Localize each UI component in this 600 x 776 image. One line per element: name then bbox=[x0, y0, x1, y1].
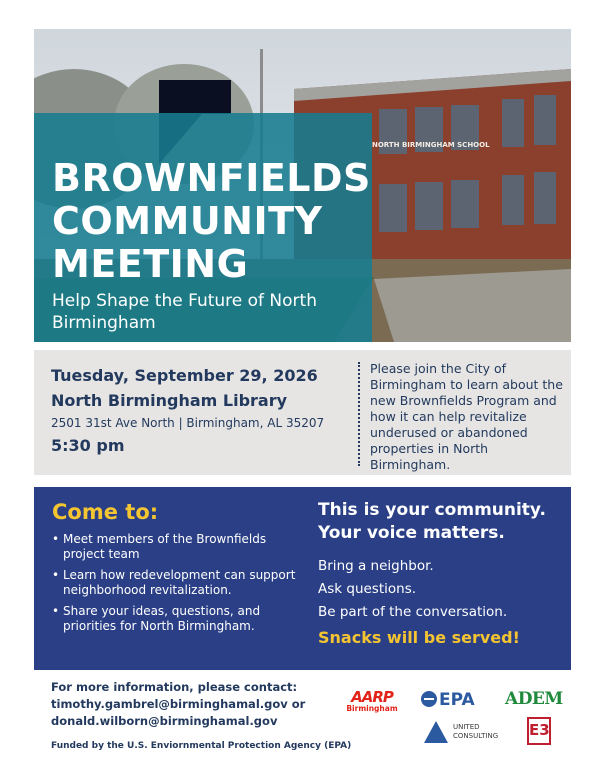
contact-heading: For more information, please contact: bbox=[51, 680, 298, 694]
uc-line: UNITED bbox=[453, 723, 480, 731]
dotted-divider bbox=[358, 362, 360, 466]
hero-banner bbox=[34, 29, 571, 342]
contact-email-link[interactable]: timothy.gambrel@birminghamal.gov or bbox=[51, 697, 306, 711]
list-item: • Learn how redevelopment can support neighborhood revitalization. bbox=[52, 568, 310, 598]
event-venue: North Birmingham Library bbox=[51, 391, 288, 410]
united-consulting-logo bbox=[424, 721, 498, 743]
come-to-heading: Come to: bbox=[52, 500, 159, 524]
event-address: 2501 31st Ave North | Birmingham, AL 35207 bbox=[51, 416, 325, 430]
aarp-sub: Birmingham bbox=[346, 704, 398, 713]
title-line: MEETING bbox=[52, 242, 249, 286]
meeting-subtitle: Help Shape the Future of North Birmingham bbox=[52, 291, 317, 333]
event-description: Please join the City of Birmingham to learn about the new Brownfields Program and how it can help revitalize underused or abandoned properties in North Birmingham. bbox=[370, 361, 563, 472]
community-line: Your voice matters. bbox=[318, 523, 505, 543]
snacks-note: Snacks will be served! bbox=[318, 628, 520, 647]
list-item: • Meet members of the Brownfields project team bbox=[52, 532, 310, 562]
school-sign-text: NORTH BIRMINGHAM SCHOOL bbox=[372, 141, 490, 149]
title-line: BROWNFIELDS bbox=[52, 156, 371, 200]
community-line: This is your community. bbox=[318, 500, 546, 520]
cta-line: Bring a neighbor. bbox=[318, 558, 434, 574]
epa-logo bbox=[421, 690, 475, 710]
aarp-logo bbox=[342, 690, 402, 713]
uc-line: CONSULTING bbox=[453, 732, 499, 740]
e3-logo: E3 bbox=[527, 717, 551, 745]
epa-wordmark: EPA bbox=[439, 690, 475, 710]
event-details bbox=[34, 350, 571, 475]
list-item: • Share your ideas, questions, and priorities for North Birmingham. bbox=[52, 604, 310, 634]
funding-note: Funded by the U.S. Enviornmental Protection Agency (EPA) bbox=[51, 741, 352, 751]
agenda-list bbox=[52, 532, 310, 640]
title-line: COMMUNITY bbox=[52, 199, 323, 243]
meeting-title bbox=[52, 157, 452, 286]
info-panel bbox=[34, 487, 571, 670]
community-message bbox=[318, 499, 568, 545]
cta-line: Ask questions. bbox=[318, 581, 417, 597]
call-to-action bbox=[318, 555, 507, 624]
adem-logo: ADEM bbox=[505, 689, 563, 709]
triangle-icon bbox=[424, 721, 448, 743]
contact-email-link[interactable]: donald.wilborn@birminghamal.gov bbox=[51, 714, 278, 728]
aarp-wordmark: AARP bbox=[351, 688, 393, 706]
cta-line: Be part of the conversation. bbox=[318, 604, 508, 620]
epa-icon bbox=[421, 691, 437, 707]
event-time: 5:30 pm bbox=[51, 436, 125, 455]
event-date: Tuesday, September 29, 2026 bbox=[51, 366, 318, 385]
